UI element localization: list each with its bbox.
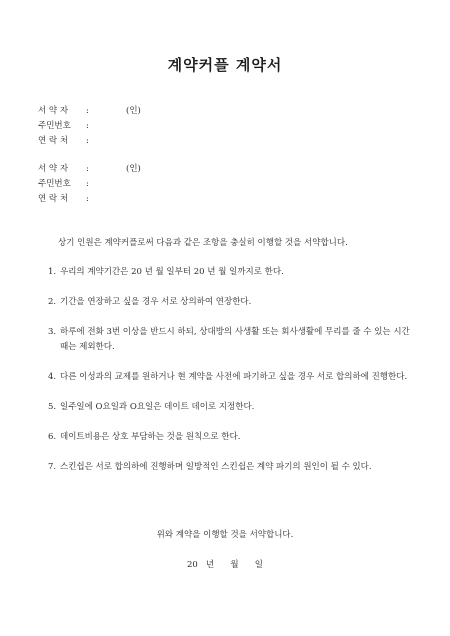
colon: : [86, 136, 89, 146]
signer-label: 서 약 자 [38, 106, 69, 116]
contact-label: 연 락 처 [38, 194, 69, 204]
clause-number: 3. [48, 327, 57, 337]
id-number-row [38, 119, 96, 134]
signer-row [38, 162, 141, 177]
clause-text: 기간을 연장하고 싶을 경우 서로 상의하여 연장한다. [60, 297, 252, 307]
clause-item [48, 400, 418, 415]
contact-row [38, 134, 96, 149]
colon: : [86, 106, 89, 116]
clause-text: 다른 이성과의 교제를 원하거나 현 계약을 사전에 파기하고 싶을 경우 서로 합의하에 진행한다. [60, 372, 408, 382]
clause-number: 4. [48, 372, 57, 382]
clause-item [48, 430, 418, 445]
clause-number: 2. [48, 297, 57, 307]
clause-item [48, 460, 418, 475]
id-number-label: 주민번호 [38, 179, 71, 189]
clause-text: 우리의 계약기간은 20 년 월 일부터 20 년 월 일까지로 한다. [60, 267, 284, 277]
closing-statement: 위와 계약을 이행할 것을 서약합니다. [156, 530, 294, 540]
colon: : [86, 194, 89, 204]
clause-number: 6. [48, 432, 57, 442]
colon: : [86, 121, 89, 131]
clause-text: 일주일에 O요일과 O요일은 데이트 데이로 지정한다. [60, 402, 255, 412]
clause-text: 데이트비용은 상호 부담하는 것을 원칙으로 한다. [60, 432, 241, 442]
signature-date: 20 년 월 일 [187, 560, 263, 570]
clause-number: 5. [48, 402, 57, 412]
colon: : [86, 164, 89, 174]
clause-item [48, 325, 418, 355]
document-title: 계약커플 계약서 [167, 56, 283, 74]
intro-statement: 상기 인원은 계약커플로써 다음과 같은 조항을 충실히 이행할 것을 서약합니다. [58, 238, 348, 248]
clause-number: 1. [48, 267, 57, 277]
clause-text: 스킨쉽은 서로 합의하에 진행하며 일방적인 스킨쉽은 계약 파기의 원인이 될 수 있다. [60, 462, 372, 472]
colon: : [86, 179, 89, 189]
party-block-2 [38, 162, 141, 207]
seal-mark: (인) [126, 106, 141, 116]
signer-row [38, 104, 141, 119]
contact-label: 연 락 처 [38, 136, 69, 146]
party-block-1 [38, 104, 141, 149]
seal-mark: (인) [126, 164, 141, 174]
clause-item [48, 295, 418, 310]
id-number-label: 주민번호 [38, 121, 71, 131]
id-number-row [38, 177, 96, 192]
clause-list [48, 265, 418, 490]
signer-label: 서 약 자 [38, 164, 69, 174]
contact-row [38, 192, 96, 207]
clause-number: 7. [48, 462, 57, 472]
clause-item [48, 370, 418, 385]
clause-item [48, 265, 418, 280]
clause-text: 하루에 전화 3번 이상을 반드시 하되, 상대방의 사생활 또는 회사생활에 무리를 줄 수 있는 시간 때는 제외한다. [60, 327, 410, 352]
